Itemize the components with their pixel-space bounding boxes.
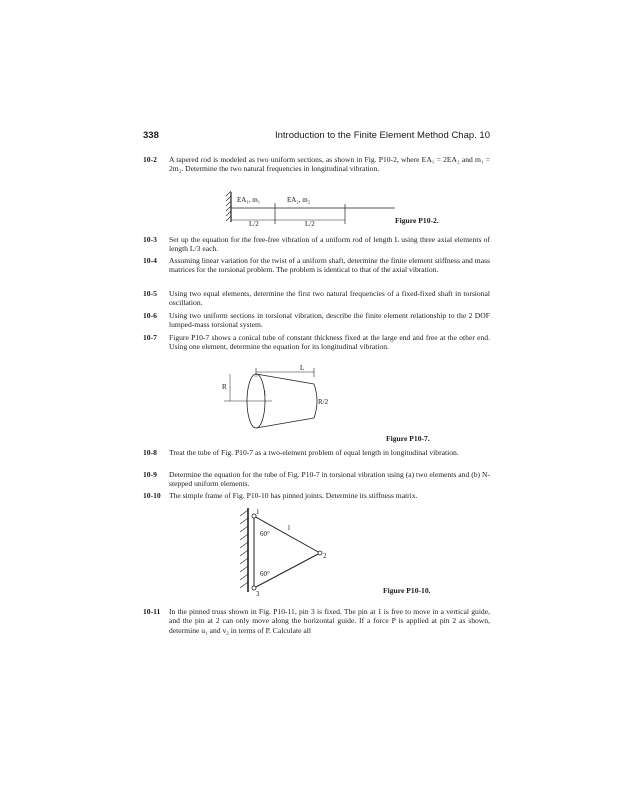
length1-label: L/2 [249,220,259,228]
pin-2 [318,551,322,555]
problem-text: Set up the equation for the free-free vibration of a uniform rod of length L using three axial elements of length L/3 each. [169,235,490,254]
length2-label: L/2 [305,220,315,228]
problem-number: 10-8 [143,448,157,457]
problem-number: 10-4 [143,256,157,265]
problem-text: Figure P10-7 shows a conical tube of constant thickness fixed at the large end and free at the other end. Using one element, determine the equation for its longitudinal vibration. [169,333,490,352]
thickness-label: t [264,389,266,397]
node3-label: 3 [256,590,260,598]
problem-10-9 [143,470,490,489]
problem-10-6 [143,311,490,330]
book-title: Introduction to the Finite Element Method [275,130,449,141]
small-end-arc [314,384,317,418]
problem-number: 10-10 [143,491,161,500]
page-header [143,130,490,144]
problem-number: 10-3 [143,235,157,244]
problem-number: 10-11 [143,607,161,616]
problem-10-10 [143,491,490,500]
problem-number: 10-6 [143,311,157,320]
chapter-label: Chap. 10 [451,130,490,141]
figure-p10-10-diagram [232,506,342,596]
section2-label: EA₂, m₂ [287,196,311,204]
problem-number: 10-5 [143,289,157,298]
problem-number: 10-2 [143,155,157,164]
figure-p10-10-caption: Figure P10-10. [383,586,431,595]
problem-number: 10-9 [143,470,157,479]
problem-text: A tapered rod is modeled as two uniform sections, as shown in Fig. P10-2, where EA₁ = 2EA₂ and m₁ = 2m₂. Determine the two natural frequencies in longitudinal vibration. [169,155,490,174]
member-length-label: l [288,524,290,532]
problem-10-4 [143,256,490,275]
section1-label: EA₁, m₁ [237,196,261,204]
figure-p10-7-diagram [220,365,350,435]
problem-10-7 [143,333,490,352]
problem-text: Determine the equation for the tube of Fig. P10-7 in torsional vibration using (a) two elements and (b) N-stepped uniform elements. [169,470,490,489]
length-label: L [300,364,305,372]
figure-p10-2-caption: Figure P10-2. [395,216,439,225]
radius-label: R [222,383,227,391]
problem-number: 10-7 [143,333,157,342]
problem-text: Using two equal elements, determine the first two natural frequencies of a fixed-fixed shaft in torsional oscillation. [169,289,490,308]
figure-p10-7-caption: Figure P10-7. [386,434,430,443]
problem-text: In the pinned truss shown in Fig. P10-11, pin 3 is fixed. The pin at 1 is free to move in a vertical guide, and the pin at 2 can only move along the horizontal guide. If a force P is applied at pin 2 as shown, determine u₁ and v₂ in terms of P. Calculate all [169,607,490,635]
node1-label: 1 [256,508,260,516]
problem-10-3 [143,235,490,254]
angle-bottom-label: 60° [260,570,270,578]
problem-10-5 [143,289,490,308]
problem-10-11 [143,607,490,635]
problem-10-8 [143,448,490,457]
problem-text: Using two uniform sections in torsional vibration, describe the finite element relationship to the 2 DOF lumped-mass torsional system. [169,311,490,330]
problem-10-2 [143,155,490,174]
problem-text: The simple frame of Fig. P10-10 has pinned joints. Determine its stiffness matrix. [169,491,418,500]
page-number: 338 [143,130,159,141]
problem-text: Assuming linear variation for the twist of a uniform shaft, determine the finite element stiffness and mass matrices for the torsional problem. The problem is identical to that of the axial vibration. [169,256,490,275]
problem-text: Treat the tube of Fig. P10-7 as a two-element problem of equal length in longitudinal vibration. [169,448,459,457]
angle-top-label: 60° [260,530,270,538]
node2-label: 2 [323,552,327,560]
small-radius-label: R/2 [318,398,329,406]
